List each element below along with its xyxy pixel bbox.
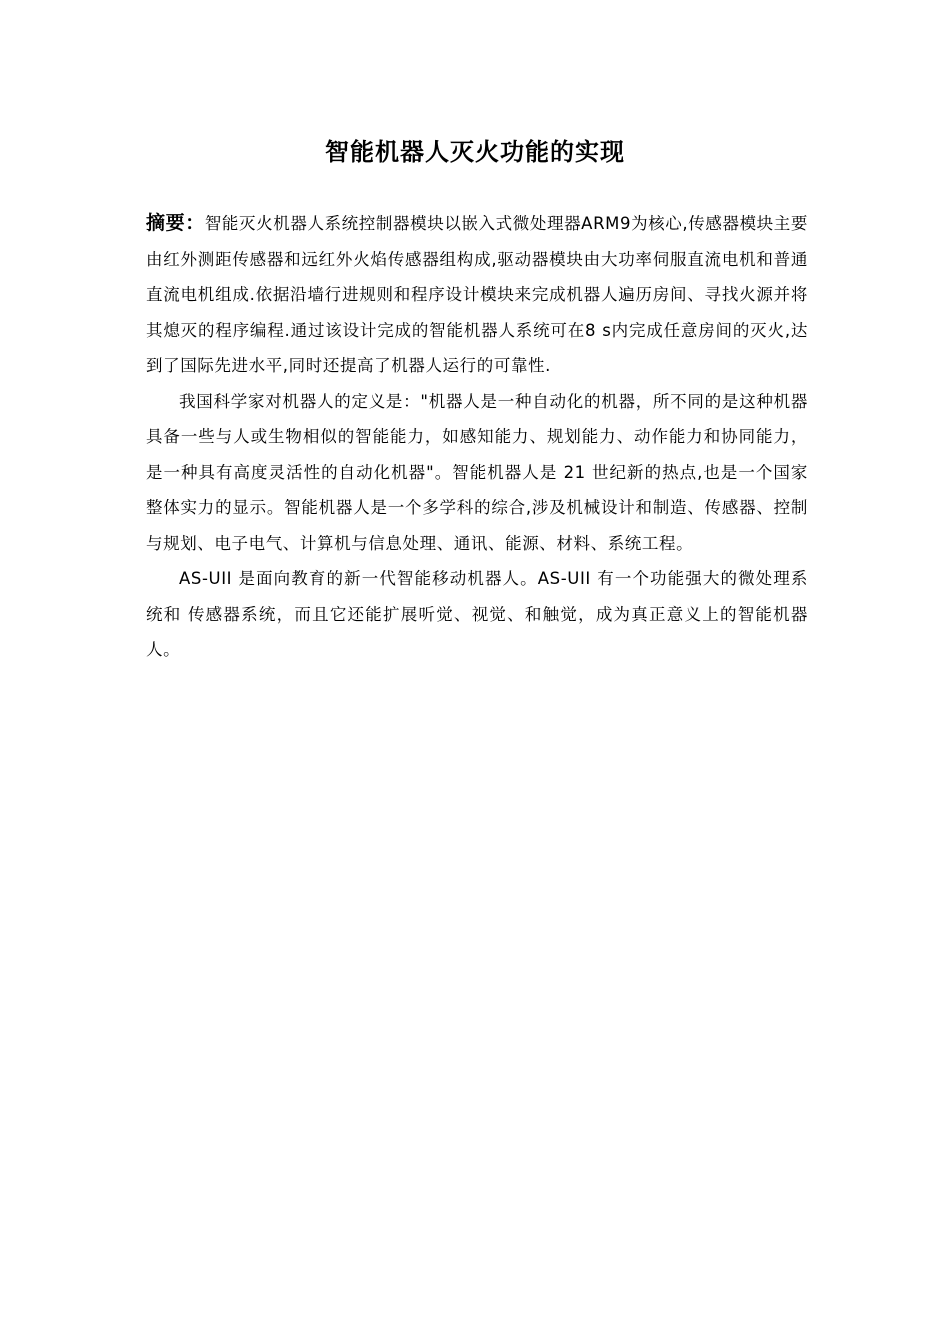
abstract-paragraph <box>146 206 808 384</box>
body-paragraph-2: AS-UII 是面向教育的新一代智能移动机器人。AS-UII 有一个功能强大的微处理系统和 传感器系统，而且它还能扩展听觉、视觉、和触觉，成为真正意义上的智能机器人。 <box>146 569 808 659</box>
abstract-label: 摘要： <box>146 212 205 234</box>
document-body <box>146 206 808 668</box>
document-title: 智能机器人灭火功能的实现 <box>325 137 625 166</box>
abstract-text: 智能灭火机器人系统控制器模块以嵌入式微处理器ARM9为核心,传感器模块主要由红外测距传感器和远红外火焰传感器组构成,驱动器模块由大功率伺服直流电机和普通直流电机组成.依据沿墙行进规则和程序设计模块来完成机器人遍历房间、寻找火源并将其熄灭的程序编程.通过该设计完成的智能机器人系统可在8 s内完成任意房间的灭火,达到了国际先进水平,同时还提高了机器人运行的可靠性. <box>146 214 808 375</box>
body-paragraph-1: 我国科学家对机器人的定义是："机器人是一种自动化的机器，所不同的是这种机器具备一些与人或生物相似的智能能力，如感知能力、规划能力、动作能力和协同能力，是一种具有高度灵活性的自动化机器"。智能机器人是 21 世纪新的热点,也是一个国家整体实力的显示。智能机器人是一个多学科的综合,涉及机械设计和制造、传感器、控制与规划、电子电气、计算机与信息处理、通讯、能源、材料、系统工程。 <box>146 391 808 553</box>
